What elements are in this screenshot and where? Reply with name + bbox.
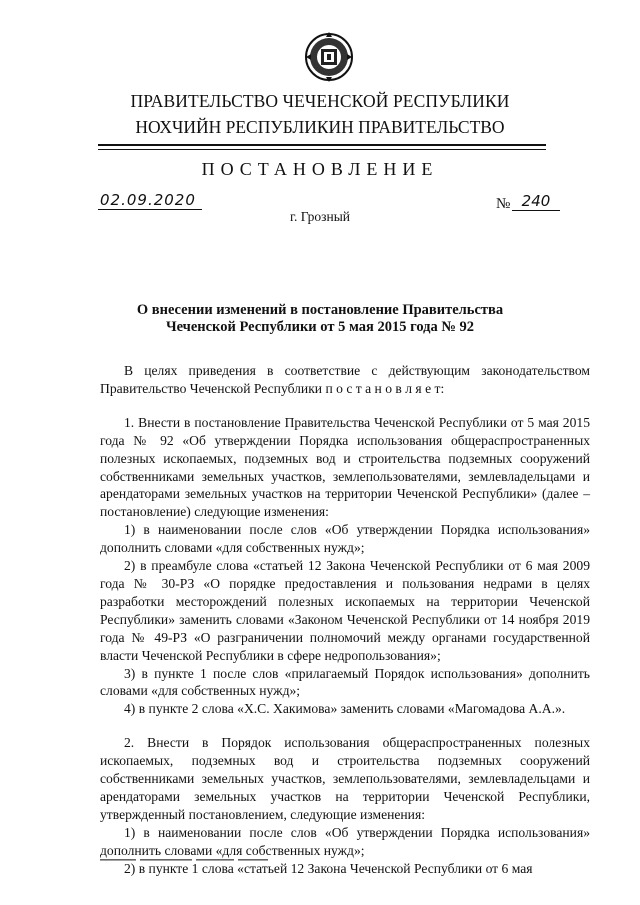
paragraph: 4) в пункте 2 слова «Х.С. Хакимова» заменить словами «Магомадова А.А.». [124,701,566,717]
paragraph: 2) в преамбуле слова «статьей 12 Закона Чеченской Республики от 6 мая 2009 года № 30-РЗ «О порядке предоставления и пользования недрами в целях разработки месторождений полезных ископаемых на территории Чеченской Республики» заменить словами «Законом Чеченской Республики от 14 ноября 2019 года № 49-РЗ «О разграничении полномочий между органами государственной власти Чеченской Республики в сфере недропользования»; [100,558,590,663]
coat-of-arms-icon [304,30,354,84]
paragraph: 1) в наименовании после слов «Об утверждении Порядка использования» дополнить словами «для собственных нужд»; [100,824,590,858]
header-rule-thick [98,144,546,146]
document-title [100,302,540,336]
document-number: 240 [512,192,560,211]
document-body [100,362,590,877]
number-label: № [496,196,511,212]
city: г. Грозный [289,209,351,224]
title-line: Чеченской Республики от 5 мая 2015 года № 92 [165,319,475,335]
paragraph: 1. Внести в постановление Правительства Чеченской Республики от 5 мая 2015 года № 92 «Об утверждении Порядка использования общераспространенных полезных ископаемых, подземных вод и строительства подземных сооружений собственниками земельных участков, землепользователями, землевладельцами и арендаторами земельных участков на территории Чеченской Республики» (далее – постановление) следующие изменения: [100,414,590,520]
title-line: О внесении изменений в постановление Правительства [136,302,504,318]
paragraph: 2) в пункте 1 слова «статьей 12 Закона Чеченской Республики от 6 мая [124,860,533,876]
paragraph: 2. Внести в Порядок использования общераспространенных полезных ископаемых, подземных вод и строительства подземных сооружений собственниками земельных участков, землепользователями, землевладельцами и арендаторами земельных участков на территории Чеченской Республики, утвержденный постановлением, следующие изменения: [100,735,590,822]
header-rule-thin [98,149,546,150]
paragraph: 3) в пункте 1 после слов «прилагаемый Порядок использования» дополнить словами «для собственных нужд»; [100,665,590,699]
footer-file-stamp [100,857,280,863]
paragraph: 1) в наименовании после слов «Об утверждении Порядка использования» дополнить словами «для собственных нужд»; [100,522,590,556]
org-name-chechen: НОХЧИЙН РЕСПУБЛИКИН ПРАВИТЕЛЬСТВО [135,117,505,137]
document-type: ПОСТАНОВЛЕНИЕ [201,159,439,179]
paragraph: В целях приведения в соответствие с действующим законодательством Правительство Чеченской Республики п о с т а н о в л я е т: [100,363,590,396]
org-name-russian: ПРАВИТЕЛЬСТВО ЧЕЧЕНСКОЙ РЕСПУБЛИКИ [130,91,510,111]
document-date: 02.09.2020 [98,191,202,210]
